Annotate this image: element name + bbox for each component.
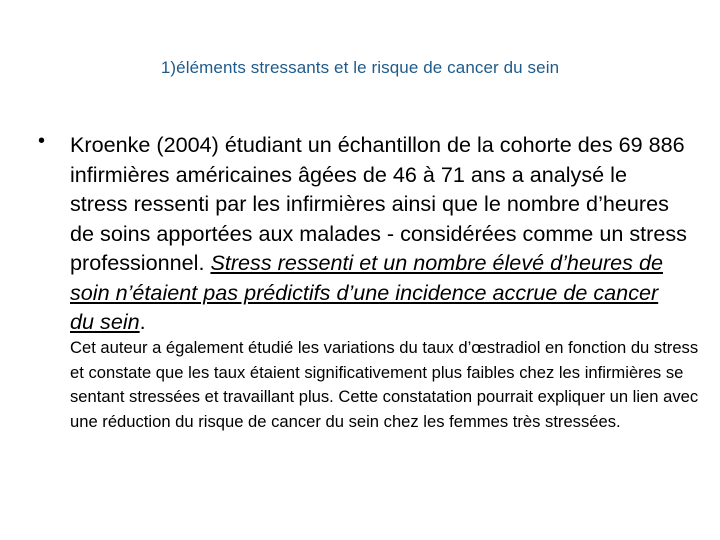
bullet-item [38, 130, 688, 337]
bullet-marker: • [38, 130, 46, 152]
slide-title: 1)éléments stressants et le risque de cancer du sein [160, 58, 560, 77]
main-paragraph-emphasis: Stress ressenti et un nombre élevé d’heures de soin n’étaient pas prédictifs d’une incidence accrue de cancer du sein [70, 250, 663, 334]
main-paragraph-text: Kroenke (2004) étudiant un échantillon de la cohorte des 69 886 infirmières américaines âgées de 46 à 71 ans a analysé le stress ressenti par les infirmières ainsi que le nombre d’heures de soins apportées aux malades - considérées comme un stress professionnel. [70, 132, 687, 275]
sub-paragraph: Cet auteur a également étudié les variations du taux d’œstradiol en fonction du stress et constate que les taux étaient significativement plus faibles chez les infirmières se sentant stressées et travaillant plus. Cette constatation pourrait expliquer un lien avec une réduction du risque de cancer du sein chez les femmes très stressées. [70, 338, 699, 431]
main-paragraph [70, 130, 688, 337]
main-paragraph-end: . [139, 309, 146, 334]
